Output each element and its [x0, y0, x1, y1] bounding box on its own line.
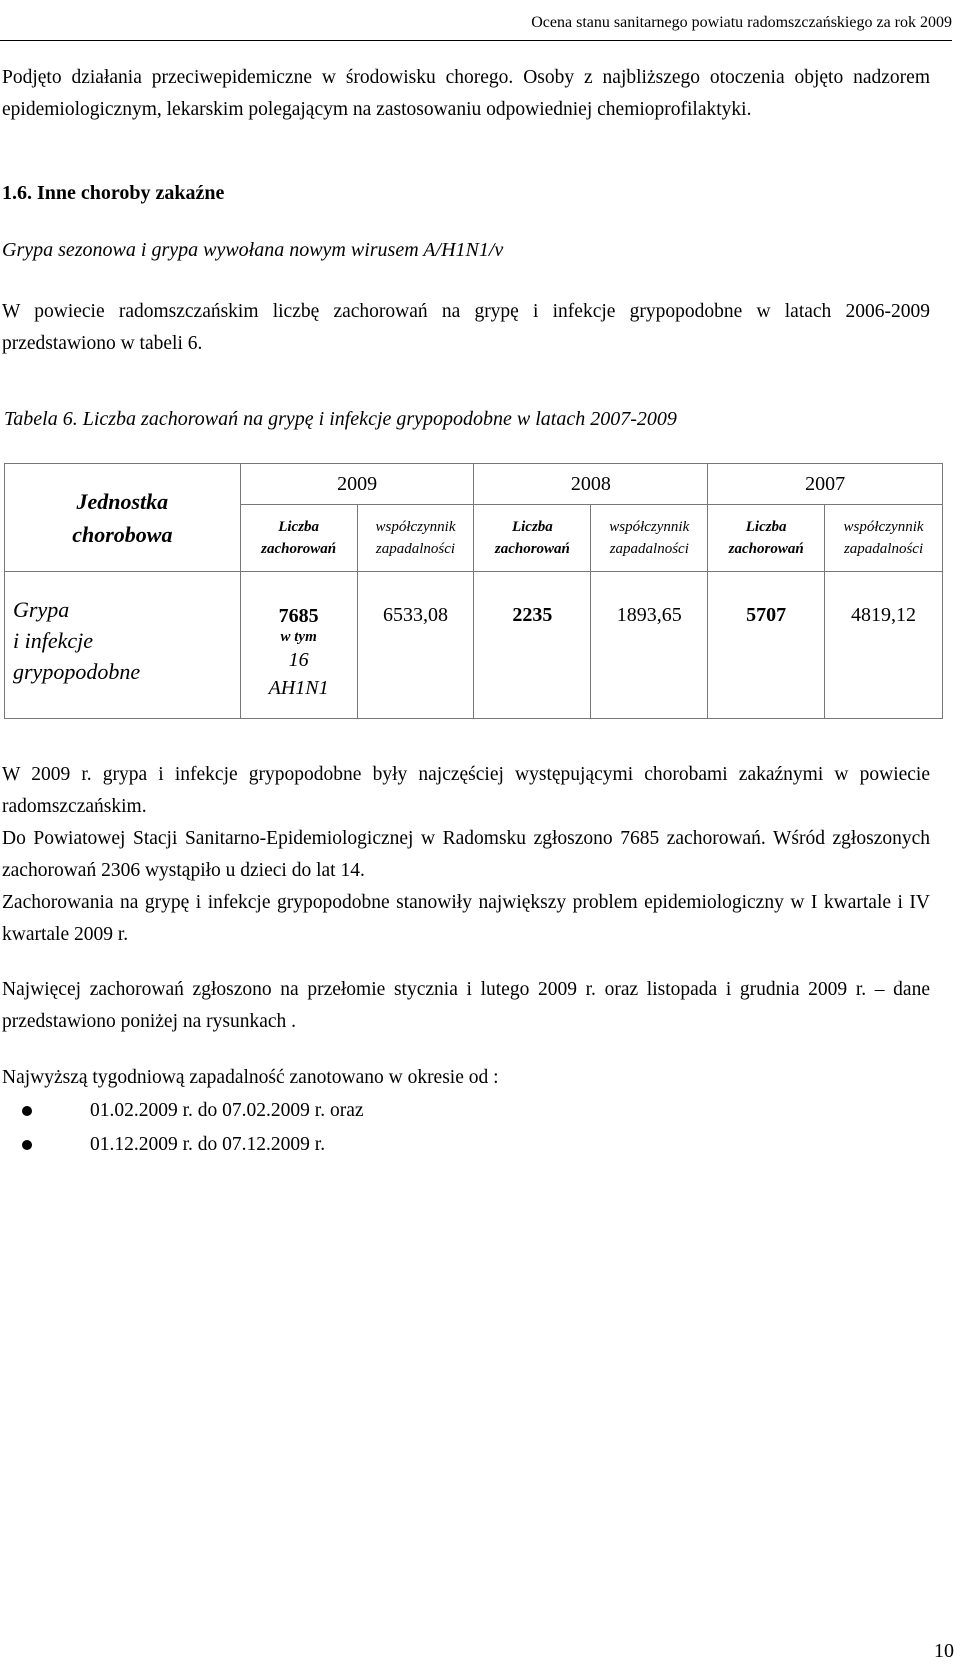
cell-2008-wsp: 1893,65	[591, 572, 708, 719]
cell-2007-liczba: 5707	[708, 572, 825, 719]
col-wsp-line1: współczynnik	[609, 519, 690, 535]
page-number: 10	[934, 1640, 954, 1662]
bullet-icon	[22, 1140, 32, 1150]
header-rule	[0, 40, 952, 41]
value-wtym: w tym	[280, 629, 317, 645]
after-table-paragraph-2: Do Powiatowej Stacji Sanitarno-Epidemiologicznej w Radomsku zgłoszono 7685 zachorowań. Wśród zgłoszonych zachorowań 2306 wystąpiło u dzieci do lat 14.	[2, 828, 930, 881]
section-paragraph: W powiecie radomszczańskim liczbę zachorowań na grypę i infekcje grypopodobne w latach 2006-2009 przedstawiono w tabeli 6.	[2, 301, 930, 354]
col-wsp-2007	[825, 505, 943, 572]
row-label-line3: grypopodobne	[13, 659, 141, 684]
after-table-paragraph-1: W 2009 r. grypa i infekcje grypopodobne były najczęściej występującymi chorobami zakaźnymi w powiecie radomszczańskim.	[2, 764, 930, 817]
col-wsp-2008	[591, 505, 708, 572]
col-liczba-line1: Liczba	[278, 519, 320, 535]
col-wsp-2009	[357, 505, 474, 572]
cell-2008-liczba: 2235	[474, 572, 591, 719]
year-header-2007: 2007	[708, 464, 943, 505]
col-wsp-line2: zapadalności	[375, 541, 456, 557]
bullet-item	[0, 1128, 364, 1162]
table-corner-header	[5, 464, 241, 572]
row-label-grypa	[5, 572, 241, 719]
section-subheading: Grypa sezonowa i grypa wywołana nowym wirusem A/H1N1/v	[2, 239, 504, 261]
col-liczba-line2: zachorowań	[494, 541, 570, 557]
corner-label-line1: Jednostka	[76, 488, 169, 514]
running-header: Ocena stanu sanitarnego powiatu radomszczańskiego za rok 2009	[531, 14, 952, 31]
col-wsp-line2: zapadalności	[609, 541, 689, 557]
cell-2007-wsp: 4819,12	[825, 572, 943, 719]
row-label-line1: Grypa	[13, 597, 70, 622]
cell-2009-liczba	[240, 572, 357, 719]
intro-paragraph: Podjęto działania przeciwepidemiczne w środowisku chorego. Osoby z najbliższego otoczenia objęto nadzorem epidemiologicznym, lekarskim polegającym na zastosowaniu odpowiedniej chemioprofilaktyki.	[2, 67, 930, 120]
bullet-text: 01.02.2009 r. do 07.02.2009 r. oraz	[90, 1100, 364, 1121]
col-liczba-line2: zachorowań	[728, 541, 804, 557]
value-2009-liczba: 7685	[278, 605, 319, 627]
bullet-item	[0, 1094, 364, 1128]
value-h1n1-count: 16	[288, 649, 309, 671]
col-liczba-line1: Liczba	[511, 519, 553, 535]
col-wsp-line2: zapadalności	[843, 541, 924, 557]
bullet-text: 01.12.2009 r. do 07.12.2009 r.	[90, 1134, 326, 1155]
col-liczba-2008	[474, 505, 591, 572]
col-liczba-2007	[708, 505, 825, 572]
cell-2009-wsp: 6533,08	[357, 572, 474, 719]
year-header-2008: 2008	[474, 464, 708, 505]
after-table-paragraph-5: Najwyższą tygodniową zapadalność zanotowano w okresie od :	[2, 1067, 499, 1088]
row-label-line2: i infekcje	[13, 628, 94, 653]
col-wsp-line1: współczynnik	[375, 519, 456, 535]
col-liczba-line1: Liczba	[745, 519, 787, 535]
after-table-paragraph-4: Najwięcej zachorowań zgłoszono na przełomie stycznia i lutego 2009 r. oraz listopada i grudnia 2009 r. – dane przedstawiono poniżej na rysunkach .	[2, 979, 930, 1032]
date-bullet-list	[0, 1094, 364, 1162]
influenza-table	[4, 463, 943, 719]
bullet-icon	[22, 1106, 32, 1116]
col-wsp-line1: współczynnik	[843, 519, 924, 535]
after-table-paragraph-3: Zachorowania na grypę i infekcje grypopodobne stanowiły największy problem epidemiologiczny w I kwartale i IV kwartale 2009 r.	[2, 892, 930, 945]
corner-label-line2: chorobowa	[72, 521, 173, 547]
year-header-2009: 2009	[240, 464, 474, 505]
table-caption: Tabela 6. Liczba zachorowań na grypę i infekcje grypopodobne w latach 2007-2009	[4, 408, 677, 430]
value-h1n1-label: AH1N1	[268, 677, 329, 699]
col-liczba-2009	[240, 505, 357, 572]
section-heading: 1.6. Inne choroby zakaźne	[2, 182, 225, 204]
col-liczba-line2: zachorowań	[261, 541, 337, 557]
